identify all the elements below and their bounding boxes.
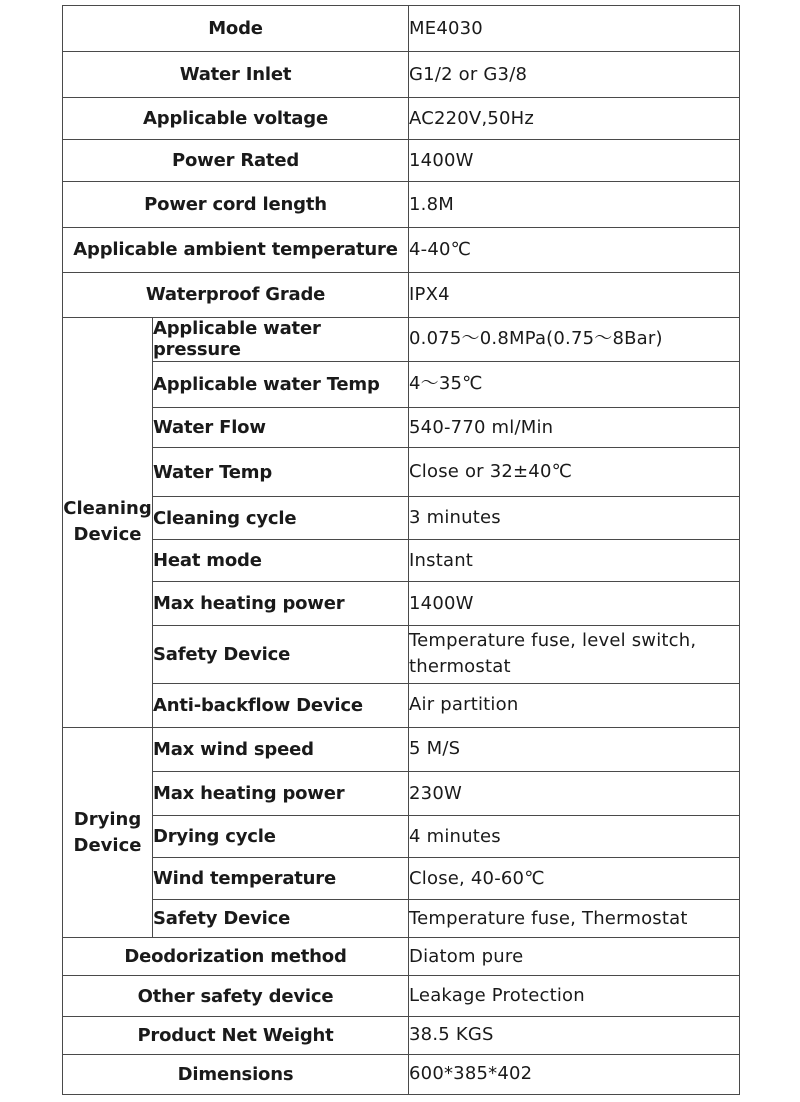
spec-label: Cleaning cycle [153, 497, 409, 540]
spec-label: Mode [63, 6, 409, 52]
spec-label: Water Inlet [63, 52, 409, 98]
spec-label: Wind temperature [153, 858, 409, 900]
group-label-cleaning [63, 317, 153, 727]
table-row [63, 858, 740, 900]
spec-value: Close or 32±40℃ [409, 448, 740, 497]
spec-label: Max heating power [153, 582, 409, 625]
spec-value: ME4030 [409, 6, 740, 52]
table-row [63, 1016, 740, 1054]
spec-value: 38.5 KGS [409, 1016, 740, 1054]
spec-value-line: Temperature fuse, level switch, [409, 630, 697, 652]
spec-value: 0.075～0.8MPa(0.75～8Bar) [409, 317, 740, 361]
table-row [63, 938, 740, 976]
spec-value: Leakage Protection [409, 976, 740, 1016]
table-row [63, 317, 740, 361]
spec-label: Dimensions [63, 1054, 409, 1094]
spec-label: Safety Device [153, 900, 409, 938]
spec-label: Deodorization method [63, 938, 409, 976]
table-row [63, 140, 740, 182]
spec-value: 600*385*402 [409, 1054, 740, 1094]
spec-label: Water Temp [153, 448, 409, 497]
table-row [63, 1054, 740, 1094]
spec-value: 540-770 ml/Min [409, 408, 740, 448]
table-row [63, 976, 740, 1016]
spec-value: 4～35℃ [409, 361, 740, 407]
table-row [63, 582, 740, 625]
table-row [63, 540, 740, 582]
spec-label: Applicable water Temp [153, 361, 409, 407]
table-row [63, 52, 740, 98]
spec-value: G1/2 or G3/8 [409, 52, 740, 98]
spec-value-line: thermostat [409, 656, 511, 678]
spec-label: Applicable voltage [63, 98, 409, 140]
spec-label: Product Net Weight [63, 1016, 409, 1054]
spec-label: Water Flow [153, 408, 409, 448]
spec-label: Other safety device [63, 976, 409, 1016]
spec-value: Air partition [409, 683, 740, 727]
spec-value: 4-40℃ [409, 227, 740, 272]
table-row [63, 361, 740, 407]
group-label-line: Cleaning [63, 498, 152, 520]
spec-label: Heat mode [153, 540, 409, 582]
group-label-drying [63, 727, 153, 938]
spec-value: Close, 40-60℃ [409, 858, 740, 900]
table-row [63, 448, 740, 497]
spec-value: 1.8M [409, 182, 740, 227]
group-label-line: Device [73, 524, 142, 546]
spec-value: 1400W [409, 582, 740, 625]
spec-label: Anti-backflow Device [153, 683, 409, 727]
table-row [63, 98, 740, 140]
table-row [63, 182, 740, 227]
table-row [63, 771, 740, 815]
spec-label: Power cord length [63, 182, 409, 227]
spec-value: Instant [409, 540, 740, 582]
group-label-line: Drying [73, 808, 142, 830]
table-row [63, 497, 740, 540]
table-row [63, 683, 740, 727]
spec-value: 230W [409, 771, 740, 815]
table-row [63, 408, 740, 448]
spec-value: 5 M/S [409, 727, 740, 771]
spec-label: Max heating power [153, 771, 409, 815]
table-row [63, 727, 740, 771]
spec-value: IPX4 [409, 272, 740, 317]
spec-label: Drying cycle [153, 816, 409, 858]
table-row [63, 272, 740, 317]
table-row [63, 900, 740, 938]
spec-value: 3 minutes [409, 497, 740, 540]
spec-label: Applicable water pressure [153, 317, 409, 361]
group-label-line: Device [73, 834, 142, 856]
spec-label: Applicable ambient temperature [63, 227, 409, 272]
spec-value [409, 625, 740, 683]
spec-value: AC220V,50Hz [409, 98, 740, 140]
spec-label: Waterproof Grade [63, 272, 409, 317]
spec-value: 4 minutes [409, 816, 740, 858]
spec-value: Temperature fuse, Thermostat [409, 900, 740, 938]
table-row [63, 625, 740, 683]
spec-value: 1400W [409, 140, 740, 182]
spec-label: Safety Device [153, 625, 409, 683]
spec-label: Max wind speed [153, 727, 409, 771]
spec-value: Diatom pure [409, 938, 740, 976]
table-row [63, 6, 740, 52]
table-row [63, 227, 740, 272]
spec-label: Power Rated [63, 140, 409, 182]
spec-table [62, 5, 740, 1095]
table-row [63, 816, 740, 858]
